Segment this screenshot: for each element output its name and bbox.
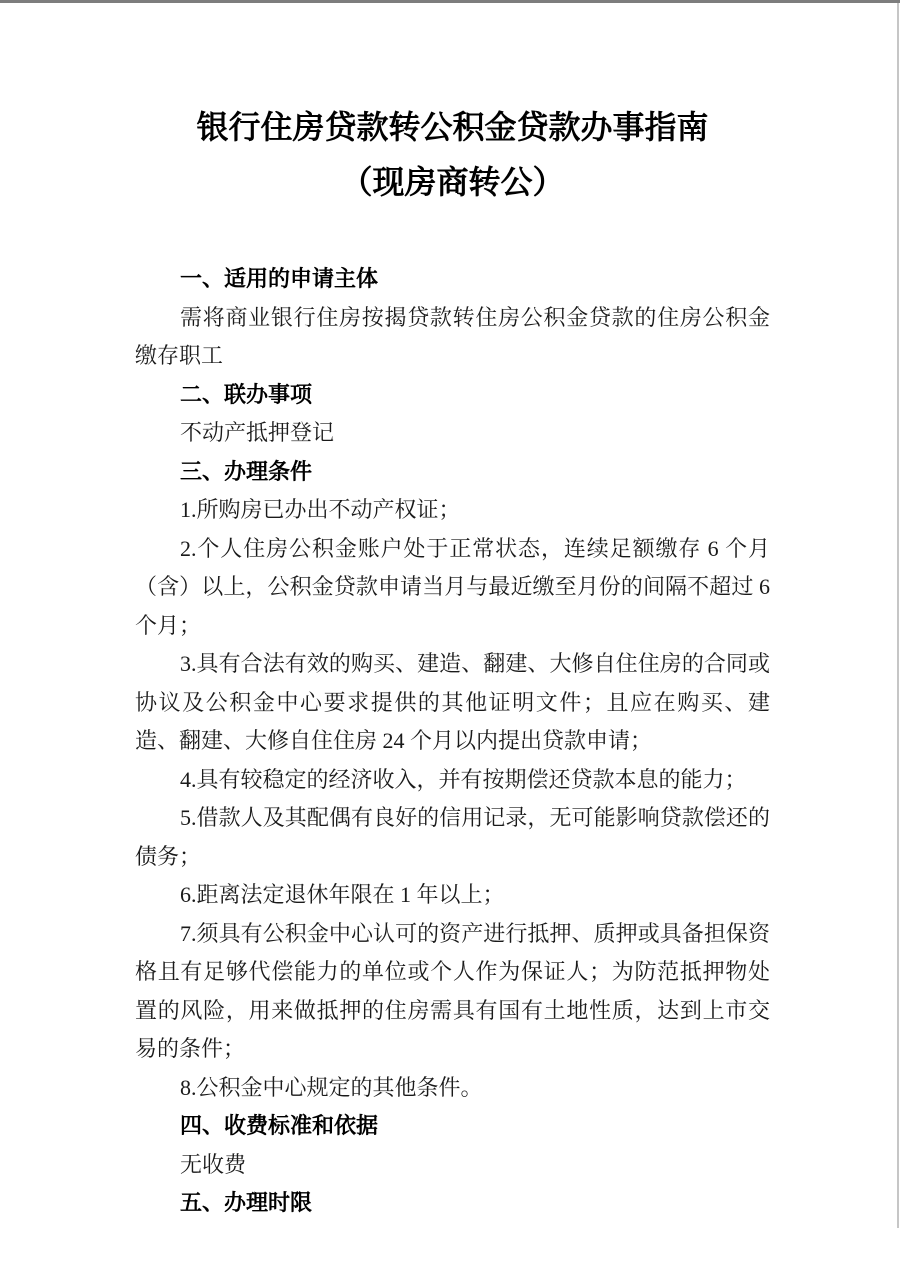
condition-item-1: 1.所购房已办出不动产权证； (180, 497, 461, 522)
condition-item-5: 5.借款人及其配偶有良好的信用记录，无可能影响贷款偿还的债务； (135, 805, 770, 869)
condition-item-2: 2.个人住房公积金账户处于正常状态，连续足额缴存 6 个月（含）以上，公积金贷款申请当月与最近缴至月份的间隔不超过 6 个月； (135, 535, 770, 638)
condition-item-8: 8.公积金中心规定的其他条件。 (180, 1074, 483, 1100)
section-heading-1: 一、适用的申请主体 (180, 266, 379, 291)
condition-item-6: 6.距离法定退休年限在 1 年以上； (180, 882, 505, 907)
condition-item-7: 7.须具有公积金中心认可的资产进行抵押、质押或具备担保资格且有足够代偿能力的单位或个人作为保证人；为防范抵押物处置的风险，用来做抵押的住房需具有国有土地性质，达到上市交易的条件； (135, 920, 770, 1061)
paragraph-joint-matter: 不动产抵押登记 (180, 420, 335, 445)
section-heading-3: 三、办理条件 (180, 458, 313, 484)
page-top-edge (0, 0, 900, 3)
document-title-block (135, 100, 770, 210)
document-subtitle: （现房商转公） (340, 164, 565, 200)
paragraph-fee: 无收费 (180, 1151, 247, 1177)
page-right-edge (897, 3, 899, 1228)
document-title: 银行住房贷款转公积金贷款办事指南 (196, 109, 709, 145)
condition-item-4: 4.具有较稳定的经济收入，并有按期偿还贷款本息的能力； (180, 766, 747, 792)
condition-item-3: 3.具有合法有效的购买、建造、翻建、大修自住住房的合同或协议及公积金中心要求提供的其他证明文件；且应在购买、建造、翻建、大修自住住房 24 个月以内提出贷款申请； (135, 651, 770, 753)
document-body (135, 260, 770, 1223)
section-heading-5: 五、办理时限 (180, 1190, 313, 1215)
paragraph-applicants: 需将商业银行住房按揭贷款转住房公积金贷款的住房公积金缴存职工 (135, 304, 770, 368)
section-heading-4: 四、收费标准和依据 (180, 1113, 379, 1138)
section-heading-2: 二、联办事项 (180, 381, 313, 407)
